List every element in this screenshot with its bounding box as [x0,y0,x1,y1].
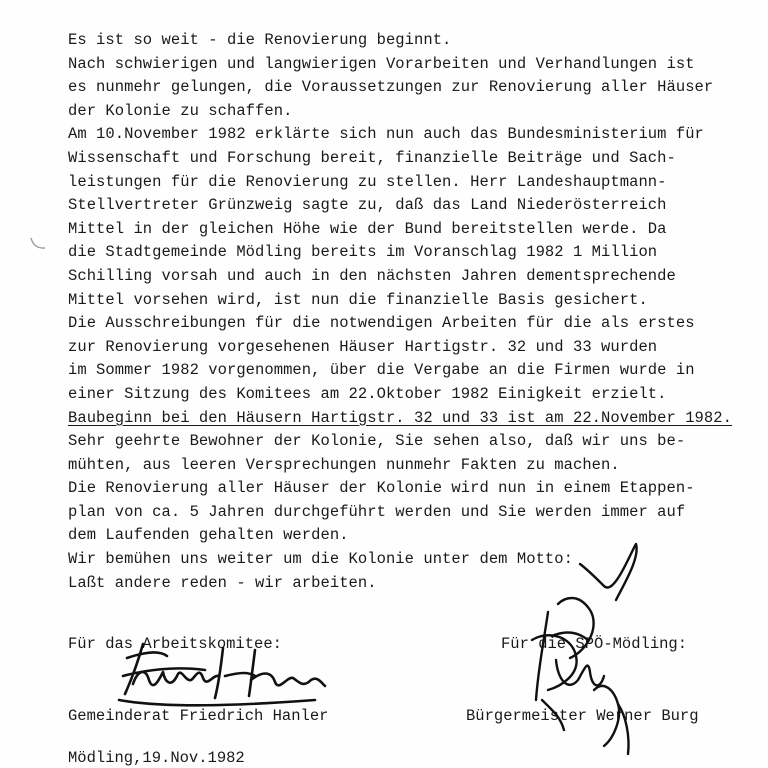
letter-line: Die Renovierung aller Häuser der Kolonie wird nun in einem Etappen- [68,479,695,498]
letter-line: Nach schwierigen und langwierigen Vorarbeiten und Verhandlungen ist [68,54,695,73]
letter-line: Wissenschaft und Forschung bereit, finanzielle Beiträge und Sach- [68,148,676,167]
letter-line: Stellvertreter Grünzweig sagte zu, daß das Land Niederösterreich [68,196,667,215]
letter-line: dem Laufenden gehalten werden. [68,526,349,545]
letter-line: es nunmehr gelungen, die Voraussetzungen zur Renovierung aller Häuser [68,78,714,97]
letter-line: im Sommer 1982 vorgenommen, über die Vergabe an die Firmen wurde in [68,361,695,380]
letter-line: Wir bemühen uns weiter um die Kolonie unter dem Motto: [68,550,573,569]
right-signatory-label: Für die SPÖ-Mödling: [501,635,688,653]
place-date: Mödling,19.Nov.1982 [68,749,245,767]
letter-line: Es ist so weit - die Renovierung beginnt. [68,31,452,49]
left-signatory-name: Gemeinderat Friedrich Hanler [68,707,329,725]
letter-body [68,29,758,595]
letter-line: einer Sitzung des Komitees am 22.Oktober 1982 Einigkeit erzielt. [68,384,667,403]
letter-motto: Laßt andere reden - wir arbeiten. [68,573,377,592]
construction-start-line: Baubeginn bei den Häusern Hartigstr. 32 und 33 ist am 22.November 1982. [68,408,732,427]
left-signatory-label: Für das Arbeitskomitee: [68,635,282,653]
letter-line: die Stadtgemeinde Mödling bereits im Voranschlag 1982 1 Million [68,243,658,262]
letter-line: Sehr geehrte Bewohner der Kolonie, Sie sehen also, daß wir uns be- [68,432,686,451]
letter-line: der Kolonie zu schaffen. [68,101,293,120]
letter-line: zur Renovierung vorgesehenen Häuser Hartigstr. 32 und 33 wurden [68,337,658,356]
letter-line: mühten, aus leeren Versprechungen nunmehr Fakten zu machen. [68,455,620,474]
letter-line: leistungen für die Renovierung zu stellen. Herr Landeshauptmann- [68,172,667,191]
margin-mark-icon [30,236,46,250]
letter-line: Die Ausschreibungen für die notwendigen Arbeiten für die als erstes [68,314,695,333]
letter-line: Mittel in der gleichen Höhe wie der Bund bereitstellen werde. Da [68,219,667,238]
letter-line: Schilling vorsah und auch in den nächsten Jahren dementsprechende [68,266,676,285]
right-signatory-name: Bürgermeister Werner Burg [466,707,699,725]
letter-line: Mittel vorsehen wird, ist nun die finanzielle Basis gesichert. [68,290,648,309]
letter-line: plan von ca. 5 Jahren durchgeführt werden und Sie werden immer auf [68,502,686,521]
letter-line: Am 10.November 1982 erklärte sich nun auch das Bundesministerium für [68,125,704,144]
